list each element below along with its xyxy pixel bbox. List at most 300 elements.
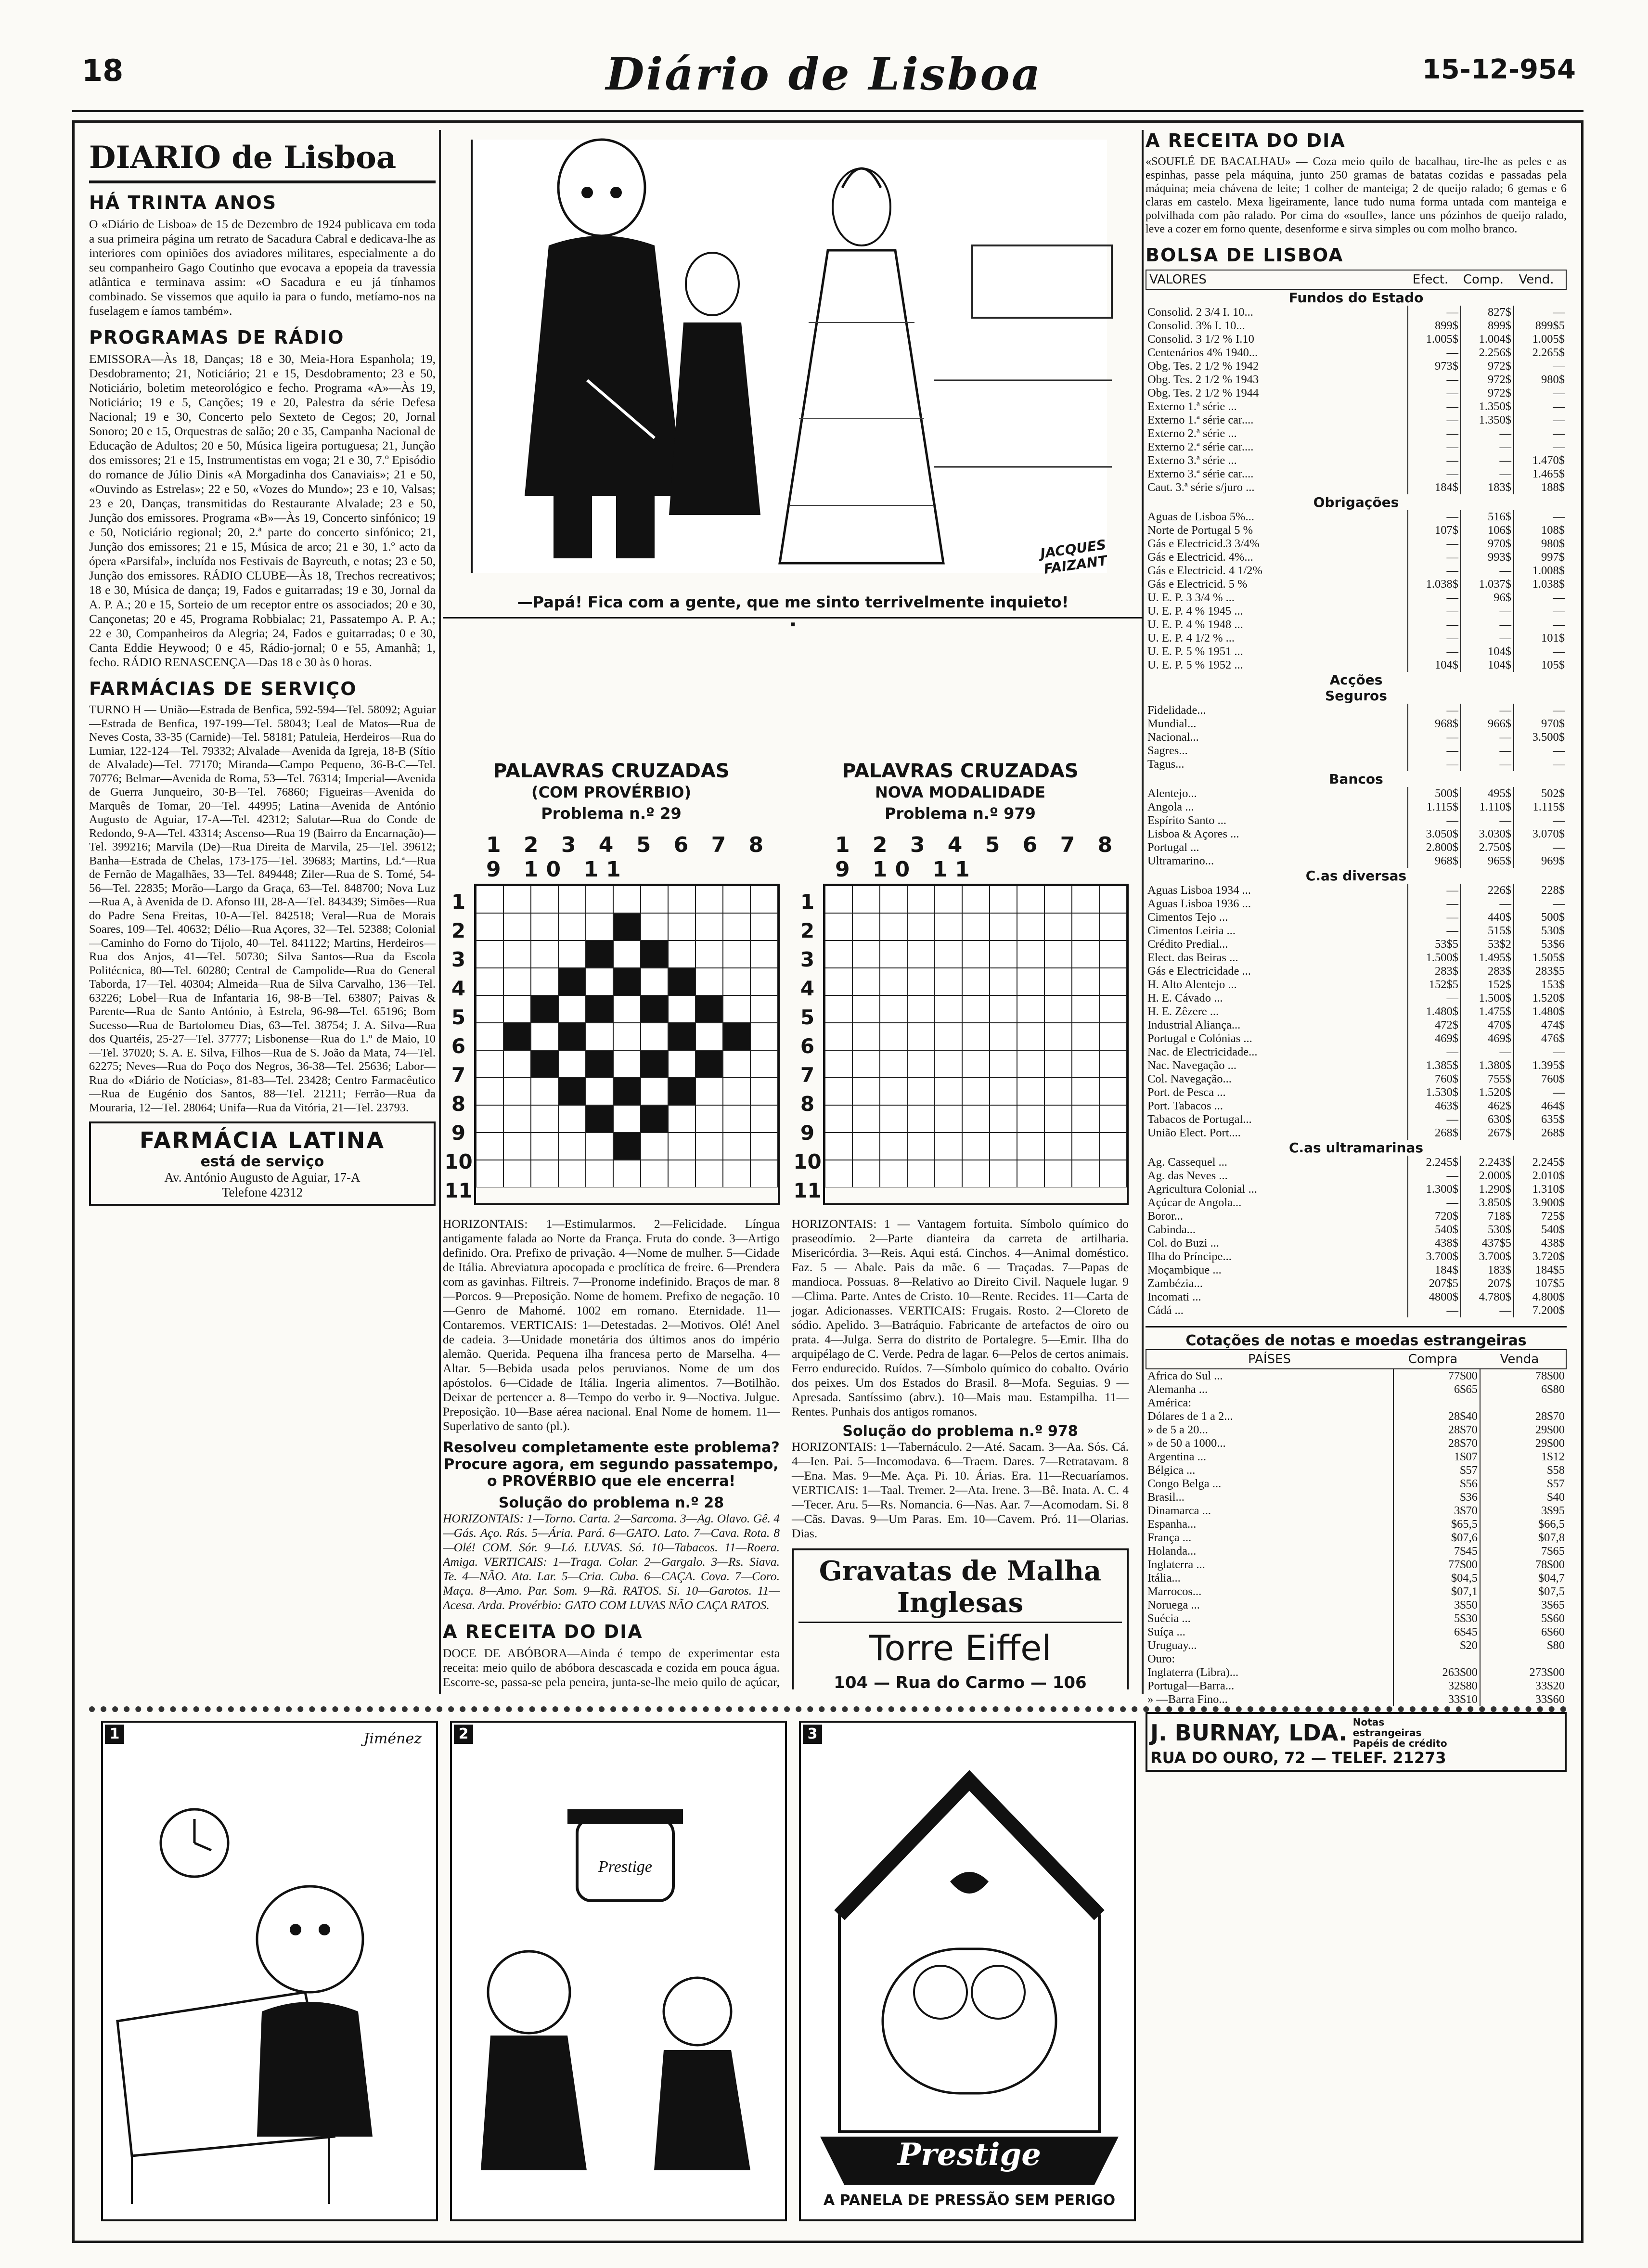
- row-value: $58: [1480, 1464, 1567, 1477]
- crossword-cell[interactable]: [880, 1133, 907, 1160]
- crossword-cell[interactable]: [641, 1160, 668, 1187]
- crossword-cell[interactable]: [1072, 1133, 1099, 1160]
- crossword-cell[interactable]: [613, 995, 641, 1023]
- crossword-cell[interactable]: [476, 1050, 503, 1078]
- crossword-cell[interactable]: [476, 1133, 503, 1160]
- crossword-cell[interactable]: [668, 1050, 695, 1078]
- crossword-cell[interactable]: [990, 995, 1017, 1023]
- crossword-cell[interactable]: [723, 1133, 750, 1160]
- row-value: 2.750$: [1461, 841, 1514, 854]
- crossword-cell[interactable]: [1017, 968, 1044, 995]
- crossword-cell[interactable]: [935, 968, 962, 995]
- crossword-cell[interactable]: [962, 886, 990, 913]
- crossword-cell[interactable]: [586, 1078, 613, 1105]
- crossword-cell[interactable]: [880, 1160, 907, 1187]
- crossword-cell[interactable]: [907, 941, 935, 968]
- crossword-cell[interactable]: [825, 1078, 852, 1105]
- crossword-cell[interactable]: [750, 1133, 778, 1160]
- crossword-cell[interactable]: [990, 1105, 1017, 1133]
- crossword-cell[interactable]: [695, 995, 723, 1023]
- row-value: —: [1461, 897, 1514, 911]
- crossword-cell[interactable]: [1044, 1160, 1072, 1187]
- crossword-cell[interactable]: [962, 968, 990, 995]
- crossword-cell[interactable]: [935, 1160, 962, 1187]
- cartoon-drawing: [443, 130, 1143, 587]
- crossword-cell[interactable]: [695, 913, 723, 941]
- row-value: $65,5: [1393, 1518, 1480, 1531]
- crossword-cell[interactable]: [503, 1023, 531, 1050]
- row-value: 108$: [1514, 524, 1567, 537]
- crossword-cell[interactable]: [503, 1133, 531, 1160]
- crossword-cell[interactable]: [825, 995, 852, 1023]
- crossword-cell[interactable]: [880, 1050, 907, 1078]
- crossword-cell[interactable]: [1072, 1078, 1099, 1105]
- crossword-cell[interactable]: [695, 1023, 723, 1050]
- crossword-cell[interactable]: [907, 1023, 935, 1050]
- crossword-cell[interactable]: [476, 995, 503, 1023]
- crossword-cell[interactable]: [586, 941, 613, 968]
- crossword-cell[interactable]: [558, 913, 586, 941]
- crossword-cell[interactable]: [1099, 913, 1127, 941]
- crossword-cell[interactable]: [476, 886, 503, 913]
- crossword-cell[interactable]: [750, 1105, 778, 1133]
- crossword-cell[interactable]: [750, 941, 778, 968]
- crossword-cell[interactable]: [1017, 1160, 1044, 1187]
- crossword-cell[interactable]: [503, 1050, 531, 1078]
- crossword-cell[interactable]: [852, 995, 880, 1023]
- comic-panel-2: [450, 1721, 787, 2221]
- crossword-cell[interactable]: [907, 1160, 935, 1187]
- crossword-cell[interactable]: [723, 1078, 750, 1105]
- table-row: [1146, 978, 1567, 992]
- crossword-cell[interactable]: [990, 1023, 1017, 1050]
- crossword-cell[interactable]: [558, 995, 586, 1023]
- crossword-cell[interactable]: [852, 1078, 880, 1105]
- crossword-cell[interactable]: [825, 968, 852, 995]
- crossword-cell[interactable]: [558, 1078, 586, 1105]
- crossword-cell[interactable]: [1017, 1105, 1044, 1133]
- crossword-cell[interactable]: [1099, 941, 1127, 968]
- crossword-cell[interactable]: [1044, 968, 1072, 995]
- crossword-cell[interactable]: [1017, 1078, 1044, 1105]
- ha-trinta-text: O «Diário de Lisboa» de 15 de Dezembro de 1924 publicava em toda a sua primeira página um retrato de Sacadura Cabral e dedicava-lhe as interiores com opiniões dos aviadores militares, especialmente a do seu companheiro Gago Coutinho que evocava a epopeia da travessia atlântica e terminava assim: «O Sacadura e eu já tínhamos combinado. Se vissemos que aquilo ia para o fundo, metíamo-nos na fuselagem e íamos também».: [89, 217, 436, 318]
- crossword-cell[interactable]: [1044, 995, 1072, 1023]
- crossword-cell[interactable]: [503, 1078, 531, 1105]
- crossword-cell[interactable]: [695, 1133, 723, 1160]
- row-value: $07,6: [1393, 1531, 1480, 1545]
- crossword-cell[interactable]: [586, 1133, 613, 1160]
- row-label: Nac. Navegação ...: [1147, 1059, 1237, 1072]
- crossword-cell[interactable]: [641, 1133, 668, 1160]
- crossword-cell[interactable]: [825, 1050, 852, 1078]
- receita-bacalhau-text: «SOUFLÉ DE BACALHAU» — Coza meio quilo de bacalhau, tire-lhe as peles e as espinhas, passe pela máquina, junto 250 gramas de batatas cozidas e passadas pela máquina; meia chávena de leite; 1 colher de manteiga; 2 de queijo ralado; 6 gemas e 6 claras em castelo. Mexa ligeiramente, lance tudo numa forma untada com manteiga e polvilhada com pão ralado. Por cima do «soufle», lance uns pózinhos de queijo ralado, leve a cozer em forno quente, desenforme e sirva simples ou com molho branco.: [1146, 155, 1567, 235]
- crossword-29-grid[interactable]: [474, 884, 780, 1205]
- ad-gravatas-headline: Gravatas de Malha Inglesas: [798, 1555, 1122, 1623]
- crossword-cell[interactable]: [531, 913, 558, 941]
- crossword-cell[interactable]: [668, 1023, 695, 1050]
- crossword-cell[interactable]: [641, 913, 668, 941]
- crossword-cell[interactable]: [1099, 1023, 1127, 1050]
- row-value: 502$: [1514, 787, 1567, 800]
- crossword-cell[interactable]: [1072, 913, 1099, 941]
- crossword-cell[interactable]: [990, 968, 1017, 995]
- crossword-cell[interactable]: [750, 1023, 778, 1050]
- crossword-cell[interactable]: [1072, 1160, 1099, 1187]
- crossword-cell[interactable]: [962, 941, 990, 968]
- crossword-cell[interactable]: [962, 1078, 990, 1105]
- crossword-cell[interactable]: [880, 913, 907, 941]
- crossword-cell[interactable]: [1044, 1050, 1072, 1078]
- crossword-cell[interactable]: [750, 1050, 778, 1078]
- crossword-cell[interactable]: [531, 941, 558, 968]
- crossword-cell[interactable]: [723, 995, 750, 1023]
- row-value: 718$: [1461, 1210, 1514, 1223]
- crossword-cell[interactable]: [1099, 1160, 1127, 1187]
- crossword-cell[interactable]: [695, 1105, 723, 1133]
- crossword-cell[interactable]: [990, 913, 1017, 941]
- crossword-cell[interactable]: [1044, 1078, 1072, 1105]
- crossword-cell[interactable]: [558, 1160, 586, 1187]
- crossword-cell[interactable]: [613, 1160, 641, 1187]
- crossword-cell[interactable]: [962, 1023, 990, 1050]
- crossword-cell[interactable]: [613, 886, 641, 913]
- crossword-cell[interactable]: [613, 941, 641, 968]
- crossword-cell[interactable]: [723, 913, 750, 941]
- crossword-cell[interactable]: [1072, 1105, 1099, 1133]
- row-value: 53$2: [1461, 938, 1514, 951]
- crossword-cell[interactable]: [531, 1023, 558, 1050]
- crossword-cell[interactable]: [1017, 1050, 1044, 1078]
- crossword-cell[interactable]: [990, 941, 1017, 968]
- row-value: 6$80: [1480, 1383, 1567, 1396]
- crossword-cell[interactable]: [476, 1023, 503, 1050]
- crossword-cell[interactable]: [962, 1160, 990, 1187]
- crossword-cell[interactable]: [1072, 1023, 1099, 1050]
- row-value: —: [1514, 841, 1567, 854]
- crossword-cell[interactable]: [641, 995, 668, 1023]
- crossword-cell[interactable]: [852, 1133, 880, 1160]
- row-value: 1.480$: [1408, 1005, 1461, 1018]
- section-label: Obrigações: [1313, 494, 1399, 510]
- crossword-cell[interactable]: [907, 1078, 935, 1105]
- table-row: [1146, 731, 1567, 744]
- crossword-cell[interactable]: [586, 913, 613, 941]
- crossword-cell[interactable]: [503, 1105, 531, 1133]
- crossword-cell[interactable]: [825, 1105, 852, 1133]
- crossword-cell[interactable]: [852, 913, 880, 941]
- crossword-cell[interactable]: [935, 1050, 962, 1078]
- crossword-cell[interactable]: [935, 1023, 962, 1050]
- crossword-cell[interactable]: [750, 968, 778, 995]
- crossword-cell[interactable]: [476, 913, 503, 941]
- crossword-cell[interactable]: [1017, 1133, 1044, 1160]
- crossword-cell[interactable]: [695, 1050, 723, 1078]
- row-label: Aguas Lisboa 1934 ...: [1147, 884, 1251, 897]
- table-row: [1146, 1032, 1567, 1045]
- crossword-cell[interactable]: [1072, 886, 1099, 913]
- crossword-cell[interactable]: [880, 968, 907, 995]
- crossword-cell[interactable]: [750, 995, 778, 1023]
- crossword-cell[interactable]: [641, 1050, 668, 1078]
- crossword-cell[interactable]: [695, 1160, 723, 1187]
- table-row: [1146, 1585, 1567, 1598]
- crossword-cell[interactable]: [1044, 1133, 1072, 1160]
- crossword-cell[interactable]: [852, 886, 880, 913]
- row-value: —: [1514, 645, 1567, 658]
- bolsa-col-efect: Efect.: [1412, 272, 1449, 287]
- crossword-cell[interactable]: [558, 886, 586, 913]
- crossword-cell[interactable]: [1099, 886, 1127, 913]
- crossword-cell[interactable]: [962, 1105, 990, 1133]
- crossword-cell[interactable]: [503, 995, 531, 1023]
- crossword-cell[interactable]: [695, 886, 723, 913]
- crossword-cell[interactable]: [852, 1105, 880, 1133]
- crossword-cell[interactable]: [935, 1133, 962, 1160]
- crossword-cell[interactable]: [1017, 1023, 1044, 1050]
- crossword-cell[interactable]: [1044, 1105, 1072, 1133]
- row-value: 28$70: [1393, 1437, 1480, 1450]
- crossword-cell[interactable]: [907, 913, 935, 941]
- crossword-cell[interactable]: [723, 968, 750, 995]
- crossword-cell[interactable]: [990, 1160, 1017, 1187]
- crossword-cell[interactable]: [558, 1050, 586, 1078]
- crossword-cell[interactable]: [613, 1105, 641, 1133]
- crossword-cell[interactable]: [1099, 968, 1127, 995]
- row-value: $57: [1393, 1464, 1480, 1477]
- crossword-cell[interactable]: [1099, 995, 1127, 1023]
- table-row: [1146, 854, 1567, 868]
- crossword-cell[interactable]: [531, 995, 558, 1023]
- crossword-cell[interactable]: [641, 1078, 668, 1105]
- crossword-cell[interactable]: [641, 941, 668, 968]
- crossword-cell[interactable]: [586, 886, 613, 913]
- row-value: —: [1408, 440, 1461, 454]
- crossword-cell[interactable]: [503, 941, 531, 968]
- crossword-cell[interactable]: [723, 941, 750, 968]
- crossword-cell[interactable]: [723, 1105, 750, 1133]
- crossword-cell[interactable]: [1099, 1105, 1127, 1133]
- crossword-cell[interactable]: [1017, 886, 1044, 913]
- crossword-cell[interactable]: [880, 886, 907, 913]
- row-value: —: [1408, 1304, 1461, 1317]
- crossword-cell[interactable]: [1017, 913, 1044, 941]
- crossword-cell[interactable]: [825, 941, 852, 968]
- crossword-cell[interactable]: [476, 1105, 503, 1133]
- crossword-cell[interactable]: [668, 968, 695, 995]
- row-label: Externo 2.ª série ...: [1147, 427, 1237, 440]
- crossword-cell[interactable]: [503, 913, 531, 941]
- crossword-cell[interactable]: [962, 1050, 990, 1078]
- crossword-cell[interactable]: [935, 913, 962, 941]
- row-value: —: [1461, 618, 1514, 631]
- crossword-cell[interactable]: [1044, 1023, 1072, 1050]
- crossword-cell[interactable]: [907, 1105, 935, 1133]
- row-value: 760$: [1514, 1072, 1567, 1086]
- crossword-cell[interactable]: [531, 1133, 558, 1160]
- crossword-cell[interactable]: [586, 968, 613, 995]
- crossword-cell[interactable]: [476, 941, 503, 968]
- crossword-cell[interactable]: [531, 1050, 558, 1078]
- crossword-cell[interactable]: [586, 1160, 613, 1187]
- crossword-cell[interactable]: [962, 1133, 990, 1160]
- crossword-cell[interactable]: [825, 1160, 852, 1187]
- crossword-cell[interactable]: [558, 1023, 586, 1050]
- crossword-cell[interactable]: [503, 968, 531, 995]
- crossword-cell[interactable]: [750, 1160, 778, 1187]
- crossword-cell[interactable]: [531, 1078, 558, 1105]
- crossword-cell[interactable]: [935, 995, 962, 1023]
- crossword-cell[interactable]: [1044, 886, 1072, 913]
- crossword-cell[interactable]: [880, 1105, 907, 1133]
- crossword-cell[interactable]: [695, 1078, 723, 1105]
- crossword-cell[interactable]: [641, 1023, 668, 1050]
- crossword-cell[interactable]: [935, 1078, 962, 1105]
- crossword-cell[interactable]: [852, 941, 880, 968]
- row-label: » —Barra Fino...: [1147, 1693, 1228, 1706]
- crossword-cell[interactable]: [825, 1133, 852, 1160]
- crossword-cell[interactable]: [531, 1160, 558, 1187]
- crossword-cell[interactable]: [750, 913, 778, 941]
- crossword-cell[interactable]: [668, 886, 695, 913]
- crossword-979-grid[interactable]: [823, 884, 1129, 1205]
- crossword-cell[interactable]: [586, 1050, 613, 1078]
- crossword-cell[interactable]: [907, 968, 935, 995]
- crossword-cell[interactable]: [476, 1078, 503, 1105]
- section-label: Seguros: [1325, 688, 1387, 704]
- crossword-cell[interactable]: [558, 1133, 586, 1160]
- crossword-cell[interactable]: [1099, 1133, 1127, 1160]
- crossword-cell[interactable]: [558, 941, 586, 968]
- crossword-cell[interactable]: [641, 886, 668, 913]
- crossword-cell[interactable]: [1099, 1078, 1127, 1105]
- crossword-cell[interactable]: [503, 1160, 531, 1187]
- crossword-cell[interactable]: [586, 1105, 613, 1133]
- crossword-cell[interactable]: [1072, 995, 1099, 1023]
- row-label: Zambézia...: [1147, 1277, 1203, 1290]
- row-value: 1.110$: [1461, 800, 1514, 814]
- crossword-cell[interactable]: [852, 1160, 880, 1187]
- crossword-cell[interactable]: [825, 1023, 852, 1050]
- crossword-cell[interactable]: [723, 1160, 750, 1187]
- crossword-cell[interactable]: [935, 886, 962, 913]
- crossword-cell[interactable]: [613, 968, 641, 995]
- crossword-cell[interactable]: [641, 1105, 668, 1133]
- row-value: 472$: [1408, 1018, 1461, 1032]
- crossword-cell[interactable]: [1044, 913, 1072, 941]
- crossword-cell[interactable]: [531, 1105, 558, 1133]
- crossword-cell[interactable]: [825, 913, 852, 941]
- crossword-cell[interactable]: [750, 1078, 778, 1105]
- crossword-cell[interactable]: [990, 886, 1017, 913]
- row-value: —: [1408, 1169, 1461, 1183]
- crossword-cell[interactable]: [613, 913, 641, 941]
- crossword-cell[interactable]: [723, 1050, 750, 1078]
- crossword-cell[interactable]: [962, 913, 990, 941]
- crossword-cell[interactable]: [613, 1133, 641, 1160]
- crossword-cell[interactable]: [558, 1105, 586, 1133]
- solution-978-text: HORIZONTAIS: 1—Tabernáculo. 2—Até. Sacam. 3—Aa. Sós. Cá. 4—Ien. Pai. 5—Incomodava. 6—Traem. Dares. 7—Retratavam. 8—Ena. Mas. 9—Me. Aça. Pi. 10. Árias. Era. 11—Recuaríamos. VERTICAIS: 1—Taal. Tremer. 2—Ata. Irene. 3—Bê. Inata. A. C. 4—Tecer. Aru. 5—Rs. Nomancia. 6—Nas. Aar. 7—Acomodam. Si. 8—Cãs. Davas. 9—Um Paras. Em. 10—Cavem. Pró. 11—Olarias. Dias.: [792, 1440, 1129, 1540]
- crossword-cell[interactable]: [476, 968, 503, 995]
- crossword-cell[interactable]: [1044, 941, 1072, 968]
- row-label: América:: [1147, 1396, 1192, 1409]
- latina-title: FARMÁCIA LATINA: [140, 1127, 385, 1153]
- crossword-cell[interactable]: [852, 968, 880, 995]
- crossword-cell[interactable]: [668, 1133, 695, 1160]
- crossword-cell[interactable]: [723, 1023, 750, 1050]
- crossword-cell[interactable]: [907, 995, 935, 1023]
- table-row: [1146, 1086, 1567, 1099]
- crossword-cell[interactable]: [476, 1160, 503, 1187]
- crossword-cell[interactable]: [1072, 968, 1099, 995]
- crossword-cell[interactable]: [907, 1050, 935, 1078]
- crossword-cell[interactable]: [613, 1023, 641, 1050]
- crossword-cell[interactable]: [990, 1133, 1017, 1160]
- row-value: —: [1408, 884, 1461, 897]
- crossword-cell[interactable]: [668, 1105, 695, 1133]
- table-row: [1146, 591, 1567, 605]
- crossword-cell[interactable]: [695, 941, 723, 968]
- row-value: 899$: [1461, 319, 1514, 333]
- crossword-cell[interactable]: [558, 968, 586, 995]
- crossword-cell[interactable]: [962, 995, 990, 1023]
- row-value: 3.070$: [1514, 827, 1567, 841]
- crossword-cell[interactable]: [531, 886, 558, 913]
- row-value: —: [1514, 704, 1567, 717]
- crossword-cell[interactable]: [613, 1050, 641, 1078]
- crossword-cell[interactable]: [668, 995, 695, 1023]
- crossword-cell[interactable]: [531, 968, 558, 995]
- crossword-cell[interactable]: [880, 1078, 907, 1105]
- crossword-cell[interactable]: [750, 886, 778, 913]
- crossword-cell[interactable]: [641, 968, 668, 995]
- crossword-cell[interactable]: [668, 1160, 695, 1187]
- crossword-cell[interactable]: [586, 1023, 613, 1050]
- row-label: Nac. de Electricidade...: [1147, 1045, 1258, 1058]
- crossword-cell[interactable]: [668, 941, 695, 968]
- crossword-cell[interactable]: [852, 1050, 880, 1078]
- crossword-cell[interactable]: [825, 886, 852, 913]
- crossword-cell[interactable]: [613, 1078, 641, 1105]
- crossword-cell[interactable]: [1072, 1050, 1099, 1078]
- row-label: Portugal e Colónias ...: [1147, 1032, 1252, 1045]
- row-value: 3$50: [1393, 1598, 1480, 1612]
- crossword-cell[interactable]: [723, 886, 750, 913]
- crossword-cell[interactable]: [907, 1133, 935, 1160]
- bolsa-col-valores: VALORES: [1149, 272, 1207, 287]
- cotacoes-table-header: [1146, 1349, 1567, 1369]
- crossword-cell[interactable]: [880, 995, 907, 1023]
- crossword-cell[interactable]: [880, 941, 907, 968]
- crossword-cell[interactable]: [880, 1023, 907, 1050]
- crossword-cell[interactable]: [907, 886, 935, 913]
- crossword-cell[interactable]: [695, 968, 723, 995]
- crossword-cell[interactable]: [852, 1023, 880, 1050]
- crossword-cell[interactable]: [1017, 941, 1044, 968]
- crossword-cell[interactable]: [668, 1078, 695, 1105]
- crossword-cell[interactable]: [990, 1050, 1017, 1078]
- row-label: Crédito Predial...: [1147, 938, 1228, 951]
- crossword-cell[interactable]: [668, 913, 695, 941]
- crossword-cell[interactable]: [503, 886, 531, 913]
- crossword-cell[interactable]: [935, 941, 962, 968]
- row-label: U. E. P. 5 % 1951 ...: [1147, 645, 1243, 658]
- crossword-cell[interactable]: [1099, 1050, 1127, 1078]
- crossword-cell[interactable]: [1072, 941, 1099, 968]
- crossword-cell[interactable]: [935, 1105, 962, 1133]
- crossword-cell[interactable]: [990, 1078, 1017, 1105]
- crossword-cell[interactable]: [1017, 995, 1044, 1023]
- crossword-cell[interactable]: [586, 995, 613, 1023]
